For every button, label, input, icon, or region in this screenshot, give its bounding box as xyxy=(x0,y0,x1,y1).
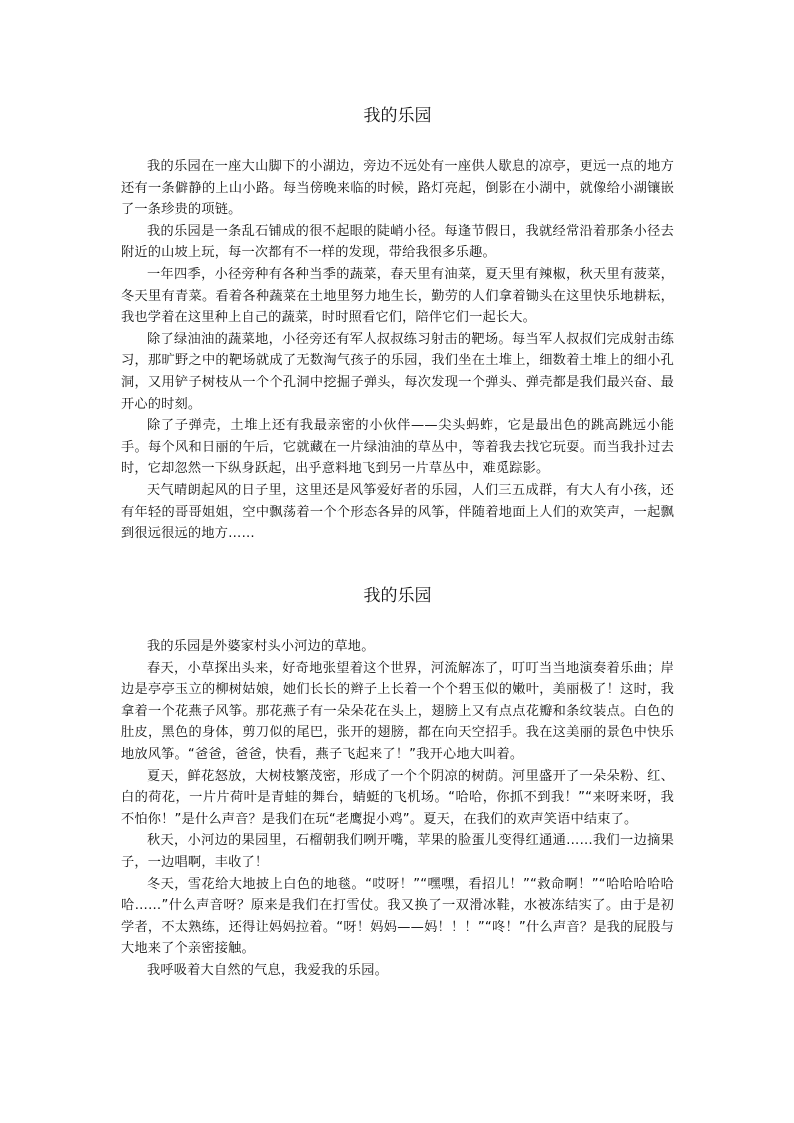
essay-2-paragraph-5: 冬天，雪花给大地披上白色的地毯。“哎呀！”“嘿嘿，看招儿！”“救命啊！”“哈哈哈哈哈哈……”什么声音呀？原来是我们在打雪仗。我又换了一双滑冰鞋，水被冻结实了。由于是初学者，不太熟练，还得让妈妈拉着。“呀！妈妈——妈！！！”“咚！”什么声音？是我的屁股与大地来了个亲密接触。 xyxy=(121,876,674,957)
essay-2-paragraph-3: 夏天，鲜花怒放，大树枝繁茂密，形成了一个个阴凉的树荫。河里盛开了一朵朵粉、红、白的荷花，一片片荷叶是青蛙的舞台，蜻蜓的飞机场。“哈哈，你抓不到我！”“来呀来呀，我不怕你！”是什么声音？是我们在玩“老鹰捉小鸡”。夏天，在我们的欢声笑语中结束了。 xyxy=(121,768,674,827)
essay-1-paragraph-2: 我的乐园是一条乱石铺成的很不起眼的陡峭小径。每逢节假日，我就经常沿着那条小径去附近的山坡上玩，每一次都有不一样的发现，带给我很多乐趣。 xyxy=(121,223,674,261)
essay-2-paragraph-2: 春天，小草探出头来，好奇地张望着这个世界，河流解冻了，叮叮当当地演奏着乐曲；岸边是亭亭玉立的柳树姑娘，她们长长的辫子上长着一个个碧玉似的嫩叶，美丽极了！这时，我拿着一个花燕子风筝。那花燕子有一朵朵花在头上，翅膀上又有点点花瓣和条纹装点。白色的肚皮，黑色的身体，剪刀似的尾巴，张开的翅膀，都在向天空招手。我在这美丽的景色中快乐地放风筝。“爸爸，爸爸，快看，燕子飞起来了！”我开心地大叫着。 xyxy=(121,660,674,762)
essay-1-paragraph-6: 天气晴朗起风的日子里，这里还是风筝爱好者的乐园，人们三五成群，有大人有小孩，还有年轻的哥哥姐姐，空中飘荡着一个个形态各异的风筝，伴随着地面上人们的欢笑声，一起飘到很远很远的地方…… xyxy=(121,482,674,542)
essay-2-paragraph-6: 我呼吸着大自然的气息，我爱我的乐园。 xyxy=(147,962,388,978)
essay-1-paragraph-5: 除了子弹壳，土堆上还有我最亲密的小伙伴——尖头蚂蚱，它是最出色的跳高跳远小能手。每个风和日丽的午后，它就藏在一片绿油油的草丛中，等着我去找它玩耍。而当我扑过去时，它却忽然一下纵身跃起，出乎意料地飞到另一片草丛中，难觅踪影。 xyxy=(121,418,674,477)
essay-1-paragraph-3: 一年四季，小径旁种有各种当季的蔬菜，春天里有油菜，夏天里有辣椒，秋天里有菠菜，冬天里有青菜。看着各种蔬菜在土地里努力地生长，勤劳的人们拿着锄头在这里快乐地耕耘，我也学着在这里种上自己的蔬菜，时时照看它们，陪伴它们一起长大。 xyxy=(121,266,674,326)
essay-1-paragraph-1: 我的乐园在一座大山脚下的小湖边，旁边不远处有一座供人歇息的凉亭，更远一点的地方还有一条僻静的上山小路。每当傍晚来临的时候，路灯亮起，倒影在小湖中，就像给小湖镶嵌了一条珍贵的项链。 xyxy=(121,159,674,218)
essay-1-title: 我的乐园 xyxy=(363,106,432,126)
essay-2-paragraph-1: 我的乐园是外婆家村头小河边的草地。 xyxy=(147,639,375,654)
essay-1-paragraph-4: 除了绿油油的蔬菜地，小径旁还有军人叔叔练习射击的靶场。每当军人叔叔们完成射击练习，那旷野之中的靶场就成了无数淘气孩子的乐园，我们坐在土堆上，细数着土堆上的细小孔洞，又用铲子树枝从一个个孔洞中挖掘子弹头，每次发现一个弹头、弹壳都是我们最兴奋、最开心的时刻。 xyxy=(121,331,674,412)
essay-1 xyxy=(121,104,674,545)
essay-2 xyxy=(121,584,674,982)
essay-2-title: 我的乐园 xyxy=(363,586,432,606)
essay-2-paragraph-4: 秋天，小河边的果园里，石榴朝我们咧开嘴，苹果的脸蛋儿变得红通通……我们一边摘果子，一边唱啊，丰收了！ xyxy=(121,833,674,870)
